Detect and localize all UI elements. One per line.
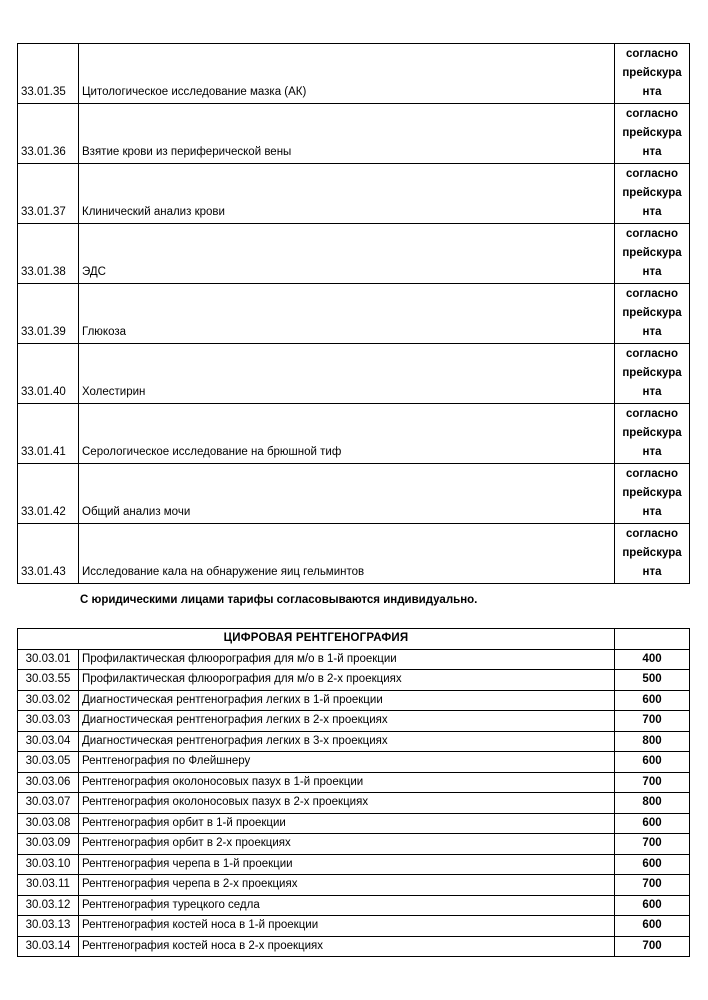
price-text-line: согласно [626, 288, 678, 300]
table-row [18, 224, 690, 284]
table-row [18, 813, 690, 834]
service-price: 500 [615, 670, 690, 691]
price-text-line: нта [642, 146, 662, 158]
service-price [615, 164, 690, 224]
service-price [615, 464, 690, 524]
service-price: 600 [615, 854, 690, 875]
service-name: Диагностическая рентгенография легких в 1-й проекции [79, 690, 615, 711]
price-text-line: нта [642, 266, 662, 278]
service-name: Профилактическая флюорография для м/о в 2-х проекциях [79, 670, 615, 691]
service-price: 800 [615, 731, 690, 752]
service-price [615, 404, 690, 464]
service-code: 33.01.40 [18, 344, 79, 404]
service-price: 700 [615, 711, 690, 732]
service-code: 33.01.42 [18, 464, 79, 524]
service-price [615, 104, 690, 164]
price-text-line: нта [642, 506, 662, 518]
xray-table-header-row [18, 629, 690, 650]
table-row [18, 752, 690, 773]
table-row [18, 164, 690, 224]
table-row [18, 649, 690, 670]
service-code: 30.03.13 [18, 916, 79, 937]
service-code: 30.03.09 [18, 834, 79, 855]
service-price: 600 [615, 752, 690, 773]
service-name: Диагностическая рентгенография легких в 3-х проекциях [79, 731, 615, 752]
table-row [18, 344, 690, 404]
service-code: 30.03.02 [18, 690, 79, 711]
service-name: Рентгенография по Флейшнеру [79, 752, 615, 773]
price-text-line: прейскура [622, 247, 682, 259]
service-name: Рентгенография орбит в 2-х проекциях [79, 834, 615, 855]
price-text-line: нта [642, 206, 662, 218]
table-row [18, 895, 690, 916]
table-row [18, 690, 690, 711]
service-code: 33.01.43 [18, 524, 79, 584]
price-text-line: прейскура [622, 127, 682, 139]
xray-table-body [18, 629, 690, 957]
service-price: 800 [615, 793, 690, 814]
service-name: Рентгенография орбит в 1-й проекции [79, 813, 615, 834]
table-row [18, 854, 690, 875]
service-name: Профилактическая флюорография для м/о в 1-й проекции [79, 649, 615, 670]
price-text-line: прейскура [622, 547, 682, 559]
price-text-line: согласно [626, 348, 678, 360]
xray-table [17, 628, 690, 957]
price-text-line: согласно [626, 468, 678, 480]
xray-table-container [17, 628, 689, 957]
service-price: 600 [615, 690, 690, 711]
service-name: Общий анализ мочи [79, 464, 615, 524]
lab-services-table-container [17, 43, 689, 584]
service-price: 700 [615, 772, 690, 793]
table-row [18, 524, 690, 584]
service-code: 30.03.10 [18, 854, 79, 875]
table-row [18, 284, 690, 344]
service-price [615, 524, 690, 584]
service-name: Холестирин [79, 344, 615, 404]
service-name: Рентгенография турецкого седла [79, 895, 615, 916]
service-name: Исследование кала на обнаружение яиц гельминтов [79, 524, 615, 584]
lab-services-table-body [18, 44, 690, 584]
table-row [18, 464, 690, 524]
service-code: 30.03.55 [18, 670, 79, 691]
price-text-line: согласно [626, 408, 678, 420]
service-code: 33.01.41 [18, 404, 79, 464]
table-row [18, 936, 690, 957]
service-name: Серологическое исследование на брюшной тиф [79, 404, 615, 464]
service-code: 33.01.37 [18, 164, 79, 224]
service-name: Рентгенография черепа в 2-х проекциях [79, 875, 615, 896]
service-price: 600 [615, 813, 690, 834]
service-price [615, 344, 690, 404]
service-price [615, 284, 690, 344]
service-price: 600 [615, 916, 690, 937]
service-name: Рентгенография околоносовых пазух в 2-х проекциях [79, 793, 615, 814]
service-name: Цитологическое исследование мазка (АК) [79, 44, 615, 104]
service-code: 30.03.11 [18, 875, 79, 896]
price-text-line: нта [642, 86, 662, 98]
service-code: 30.03.06 [18, 772, 79, 793]
xray-table-title: ЦИФРОВАЯ РЕНТГЕНОГРАФИЯ [18, 629, 615, 650]
service-code: 33.01.39 [18, 284, 79, 344]
price-text-line: прейскура [622, 487, 682, 499]
service-code: 30.03.14 [18, 936, 79, 957]
service-name: Рентгенография черепа в 1-й проекции [79, 854, 615, 875]
service-name: ЭДС [79, 224, 615, 284]
service-name: Диагностическая рентгенография легких в 2-х проекциях [79, 711, 615, 732]
service-code: 30.03.12 [18, 895, 79, 916]
legal-entities-note: С юридическими лицами тарифы согласовываются индивидуально. [80, 594, 478, 606]
service-price [615, 224, 690, 284]
table-row [18, 44, 690, 104]
price-text-line: нта [642, 386, 662, 398]
table-row [18, 916, 690, 937]
service-price [615, 44, 690, 104]
service-name: Взятие крови из периферической вены [79, 104, 615, 164]
service-name: Глюкоза [79, 284, 615, 344]
service-name: Рентгенография околоносовых пазух в 1-й проекции [79, 772, 615, 793]
table-row [18, 834, 690, 855]
service-name: Рентгенография костей носа в 1-й проекции [79, 916, 615, 937]
price-text-line: прейскура [622, 187, 682, 199]
service-code: 30.03.03 [18, 711, 79, 732]
table-row [18, 793, 690, 814]
service-code: 30.03.05 [18, 752, 79, 773]
service-name: Клинический анализ крови [79, 164, 615, 224]
price-text-line: нта [642, 326, 662, 338]
service-price: 700 [615, 936, 690, 957]
price-text-line: согласно [626, 48, 678, 60]
service-code: 30.03.07 [18, 793, 79, 814]
service-code: 30.03.08 [18, 813, 79, 834]
service-price: 700 [615, 834, 690, 855]
price-text-line: согласно [626, 168, 678, 180]
service-code: 33.01.36 [18, 104, 79, 164]
service-price: 400 [615, 649, 690, 670]
service-price: 600 [615, 895, 690, 916]
price-text-line: нта [642, 566, 662, 578]
price-text-line: прейскура [622, 307, 682, 319]
xray-table-header-price-cell [615, 629, 690, 650]
service-code: 33.01.35 [18, 44, 79, 104]
service-code: 30.03.01 [18, 649, 79, 670]
service-name: Рентгенография костей носа в 2-х проекциях [79, 936, 615, 957]
table-row [18, 731, 690, 752]
price-text-line: прейскура [622, 67, 682, 79]
table-row [18, 104, 690, 164]
table-row [18, 670, 690, 691]
service-code: 30.03.04 [18, 731, 79, 752]
service-price: 700 [615, 875, 690, 896]
table-row [18, 772, 690, 793]
service-code: 33.01.38 [18, 224, 79, 284]
price-text-line: прейскура [622, 427, 682, 439]
price-text-line: прейскура [622, 367, 682, 379]
price-text-line: согласно [626, 228, 678, 240]
price-text-line: согласно [626, 108, 678, 120]
table-row [18, 404, 690, 464]
price-text-line: нта [642, 446, 662, 458]
table-row [18, 711, 690, 732]
price-text-line: согласно [626, 528, 678, 540]
lab-services-table [17, 43, 690, 584]
table-row [18, 875, 690, 896]
